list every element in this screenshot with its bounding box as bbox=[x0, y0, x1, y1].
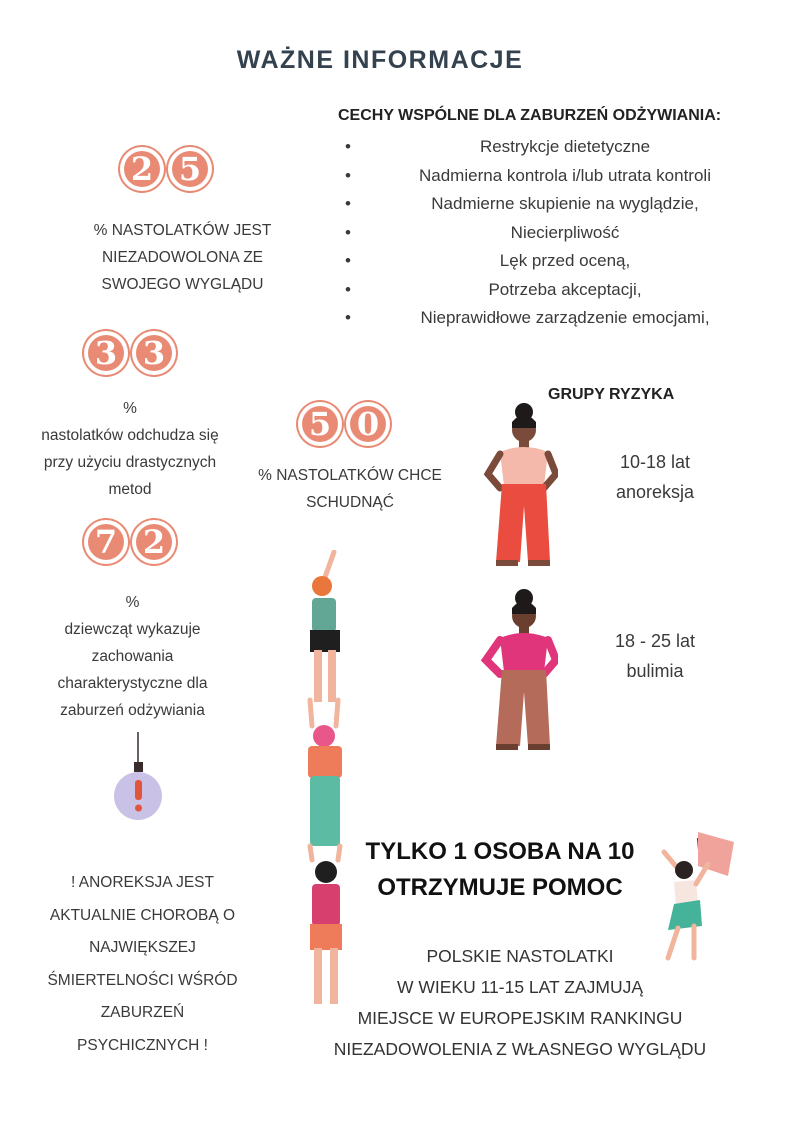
ranking-text: POLSKIE NASTOLATKI W WIEKU 11-15 LAT ZAJMUJĄ MIEJSCE W EUROPEJSKIM RANKINGU NIEZADOWOLENIA Z WŁASNEGO WYGLĄDU bbox=[333, 946, 707, 1059]
woman-figure-anorexia-illustration bbox=[478, 402, 558, 568]
stat-72-text: % dziewcząt wykazuje zachowania charakterystyczne dla zaburzeń odżywiania bbox=[57, 594, 208, 719]
digit-badge: 5 bbox=[298, 402, 342, 446]
woman-figure-bulimia-illustration bbox=[478, 586, 558, 752]
list-item: • Nieprawidłowe zarządzenie emocjami, bbox=[345, 304, 765, 333]
stat-25-number bbox=[120, 147, 216, 191]
help-statement: TYLKO 1 OSOBA NA 10 OTRZYMUJE POMOC bbox=[365, 838, 635, 901]
stat-50-number bbox=[298, 402, 394, 446]
risk-group-1: 10-18 lat anoreksja bbox=[615, 452, 695, 502]
digit-badge: 5 bbox=[168, 147, 212, 191]
risk-group-2: 18 - 25 lat bulimia bbox=[614, 631, 696, 681]
features-list bbox=[345, 133, 765, 333]
list-item: • Nadmierna kontrola i/lub utrata kontroli bbox=[345, 162, 765, 191]
list-item: • Potrzeba akceptacji, bbox=[345, 276, 765, 305]
risk-heading: GRUPY RYZYKA bbox=[548, 386, 675, 403]
digit-badge: 3 bbox=[132, 331, 176, 375]
digit-badge: 3 bbox=[84, 331, 128, 375]
stat-25-text: % NASTOLATKÓW JEST NIEZADOWOLONA ZE SWOJEGO WYGLĄDU bbox=[93, 222, 272, 293]
list-item: • Lęk przed oceną, bbox=[345, 247, 765, 276]
digit-badge: 0 bbox=[346, 402, 390, 446]
list-item: • Nadmierne skupienie na wyglądzie, bbox=[345, 190, 765, 219]
digit-badge: 2 bbox=[120, 147, 164, 191]
stat-33-number bbox=[84, 331, 180, 375]
page-title: WAŻNE INFORMACJE bbox=[236, 46, 524, 74]
exclamation-ornament-icon bbox=[110, 732, 170, 832]
list-item: • Niecierpliwość bbox=[345, 219, 765, 248]
list-item: • Restrykcje dietetyczne bbox=[345, 133, 765, 162]
digit-badge: 2 bbox=[132, 520, 176, 564]
warning-text: ! ANOREKSJA JEST AKTUALNIE CHOROBĄ O NAJWIĘKSZEJ ŚMIERTELNOŚCI WŚRÓD ZABURZEŃ PSYCHICZNYCH ! bbox=[47, 874, 238, 1054]
stat-33-text: % nastolatków odchudza się przy użyciu drastycznych metod bbox=[41, 400, 219, 498]
features-heading: CECHY WSPÓLNE DLA ZABURZEŃ ODŻYWIANIA: bbox=[338, 107, 722, 124]
digit-badge: 7 bbox=[84, 520, 128, 564]
stat-72-number bbox=[84, 520, 180, 564]
stat-50-text: % NASTOLATKÓW CHCE SCHUDNĄĆ bbox=[258, 467, 442, 511]
